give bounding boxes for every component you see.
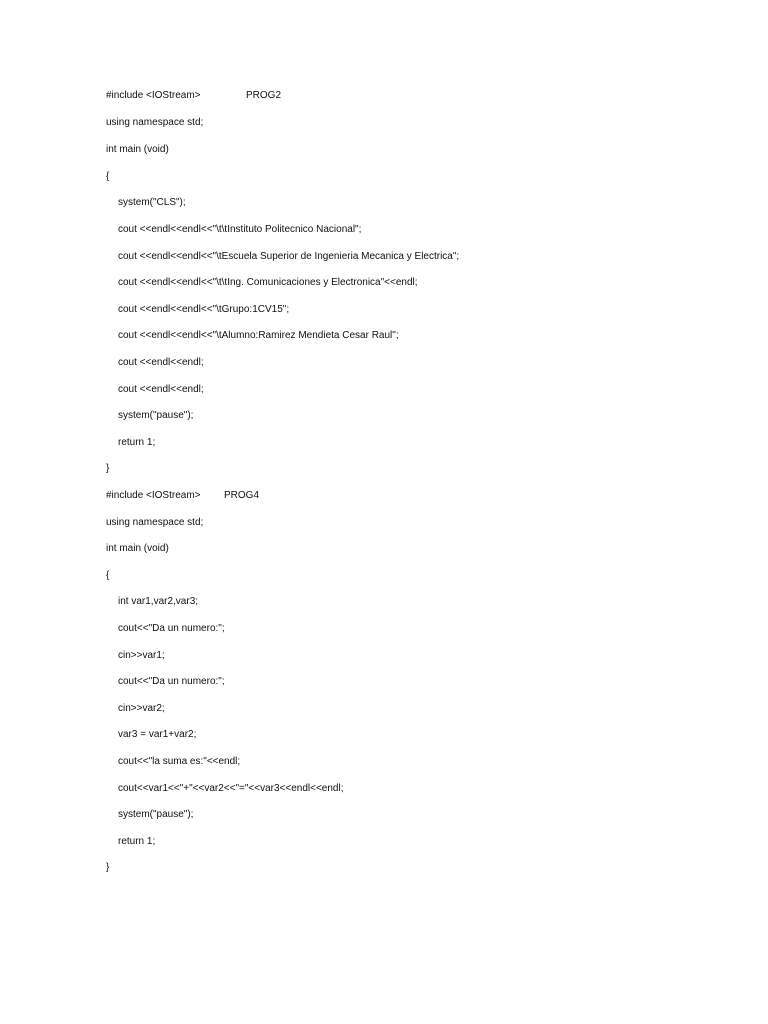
code-line: cout<<"Da un numero:"; — [118, 676, 225, 687]
code-line: system("pause"); — [118, 410, 194, 421]
code-line: cout <<endl<<endl<<"\t\tInstituto Politecnico Nacional"; — [118, 224, 362, 235]
code-line: cin>>var2; — [118, 703, 165, 714]
code-line: system("pause"); — [118, 809, 194, 820]
code-line: return 1; — [118, 836, 156, 847]
code-line: #include <IOStream> — [106, 490, 201, 501]
code-line: { — [106, 171, 110, 182]
code-line: using namespace std; — [106, 117, 204, 128]
code-line: int var1,var2,var3; — [118, 596, 199, 607]
code-line: cout <<endl<<endl; — [118, 384, 204, 395]
code-line: cout<<var1<<"+"<<var2<<"="<<var3<<endl<<endl; — [118, 783, 344, 794]
code-line: cout <<endl<<endl<<"\t\tIng. Comunicaciones y Electronica"<<endl; — [118, 277, 418, 288]
code-line: int main (void) — [106, 543, 169, 554]
code-line: return 1; — [118, 437, 156, 448]
code-line: } — [106, 463, 110, 474]
code-line: cout <<endl<<endl<<"\tEscuela Superior de Ingenieria Mecanica y Electrica"; — [118, 251, 460, 262]
code-line: { — [106, 570, 110, 581]
code-line: cout<<"la suma es:"<<endl; — [118, 756, 241, 767]
code-line: var3 = var1+var2; — [118, 729, 197, 740]
code-line: cout <<endl<<endl<<"\tAlumno:Ramirez Mendieta Cesar Raul"; — [118, 330, 399, 341]
program-label: PROG4 — [224, 490, 260, 501]
program-label: PROG2 — [246, 90, 282, 101]
code-line: #include <IOStream> — [106, 90, 201, 101]
code-line: cout <<endl<<endl<<"\tGrupo:1CV15"; — [118, 304, 290, 315]
code-line: system("CLS"); — [118, 197, 186, 208]
code-line: using namespace std; — [106, 517, 204, 528]
code-line: } — [106, 862, 110, 873]
code-line: cin>>var1; — [118, 650, 165, 661]
code-line: int main (void) — [106, 144, 169, 155]
code-line: cout<<"Da un numero:"; — [118, 623, 225, 634]
code-line: cout <<endl<<endl; — [118, 357, 204, 368]
